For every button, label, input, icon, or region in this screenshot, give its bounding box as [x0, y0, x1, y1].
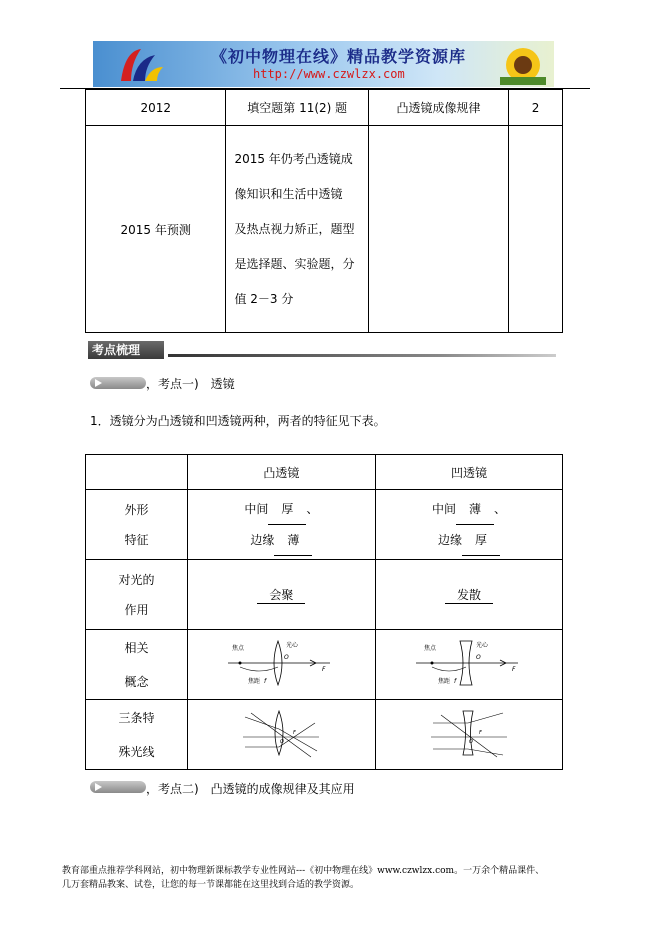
header-blank [86, 455, 188, 490]
center-label: 光心 [475, 642, 488, 649]
banner-url[interactable]: http://www.czwlzx.com [253, 67, 405, 81]
answer-blank: 发散 [445, 586, 493, 604]
row-label-concept [86, 630, 188, 700]
row-label-line: 外形 [124, 502, 149, 517]
concave-rays-cell [375, 700, 562, 770]
convex-rays-cell [187, 700, 375, 770]
o-label: O [468, 739, 473, 745]
play-badge-icon [90, 781, 146, 793]
row-label-line: 对光的 [118, 572, 155, 587]
row-label-line: 殊光线 [118, 744, 155, 759]
answer-blank: 薄 [456, 494, 494, 525]
focus-label: 焦点 [423, 645, 436, 652]
center-label: 光心 [286, 642, 299, 649]
concave-shape-cell: 中间 薄 、 边缘 厚 [375, 490, 562, 560]
f-cap-label: F [511, 666, 516, 673]
convex-lens-diagram [226, 637, 336, 689]
o-label: O [475, 654, 481, 661]
footer-line: 几万套精品教案、试卷，让您的每一节课都能在这里找到合适的教学资源。 [62, 880, 360, 890]
year-cell: 2012 [86, 90, 226, 126]
header-concave: 凹透镜 [375, 455, 562, 490]
table-row [86, 90, 563, 126]
f-cap-label: F [322, 666, 326, 673]
f-cap-label: F [478, 730, 482, 736]
answer-blank: 厚 [268, 494, 306, 525]
question-cell: 填空题第 11(2) 题 [226, 90, 369, 126]
table-row [86, 700, 563, 770]
convex-shape-cell: 中间 厚 、 边缘 薄 [187, 490, 375, 560]
f-label: f [264, 678, 267, 685]
row-label-line: 三条特 [118, 710, 155, 725]
section-divider [168, 354, 556, 357]
prediction-line: 值 2－3 分 [234, 291, 294, 306]
answer-blank: 会聚 [257, 586, 305, 604]
prediction-line: 及热点视力矫正，题型 [234, 221, 355, 236]
convex-rays-diagram [241, 707, 321, 759]
topic-cell: 凸透镜成像规律 [369, 90, 509, 126]
row-label-light [86, 560, 188, 630]
focus-label: 焦点 [232, 645, 245, 652]
page-footer [62, 864, 544, 892]
concave-lens-diagram [414, 637, 524, 689]
o-label: O [284, 654, 290, 661]
empty-cell [509, 126, 563, 333]
table-row [86, 490, 563, 560]
section-tag: 考点梳理 [88, 341, 164, 359]
logo-icon [115, 45, 165, 85]
point1-label: ，考点一) 透镜 [146, 377, 235, 391]
prediction-cell [226, 126, 369, 333]
lens-comparison-table [85, 454, 563, 770]
row-label-line: 相关 [124, 640, 149, 655]
sunflower-icon [500, 43, 546, 85]
empty-cell [369, 126, 509, 333]
f-cap-label: F [293, 730, 297, 736]
focal-label: 焦距 [437, 678, 450, 685]
f-label: f [453, 678, 457, 685]
row-label-line: 作用 [124, 602, 149, 617]
middle-prefix: 中间 [431, 501, 456, 516]
header-banner [93, 41, 554, 87]
prediction-line: 是选择题、实验题，分 [234, 256, 355, 271]
middle-prefix: 中间 [244, 501, 269, 516]
table-row [86, 455, 563, 490]
row-label-line: 概念 [124, 674, 149, 689]
section-header [88, 341, 558, 359]
row-label-line: 特征 [124, 532, 149, 547]
score-cell: 2 [509, 90, 563, 126]
footer-line: 教育部重点推荐学科网站，初中物理新课标教学专业性网站---《初中物理在线》www.czwlzx.com。一万余个精品课件、 [62, 866, 545, 876]
table-row [86, 560, 563, 630]
play-badge-icon [90, 377, 146, 389]
prediction-line: 2015 年仍考凸透镜成 [234, 151, 353, 166]
o-label: O [280, 739, 285, 745]
focal-label: 焦距 [248, 678, 261, 685]
convex-light-cell [187, 560, 375, 630]
concave-rays-diagram [429, 707, 509, 759]
row-label-shape [86, 490, 188, 560]
row-label-rays [86, 700, 188, 770]
header-convex: 凸透镜 [187, 455, 375, 490]
prediction-line: 像知识和生活中透镜 [234, 186, 343, 201]
answer-blank: 厚 [462, 525, 500, 556]
edge-prefix: 边缘 [437, 532, 462, 547]
edge-prefix: 边缘 [250, 532, 275, 547]
table-row [86, 126, 563, 333]
prediction-year-cell: 2015 年预测 [86, 126, 226, 333]
answer-blank: 薄 [274, 525, 312, 556]
intro-text: 1．透镜分为凸透镜和凹透镜两种，两者的特征见下表。 [90, 414, 386, 428]
concave-light-cell [375, 560, 562, 630]
convex-concept-cell [187, 630, 375, 700]
concave-concept-cell [375, 630, 562, 700]
point2-label: ，考点二) 凸透镜的成像规律及其应用 [146, 782, 355, 796]
banner-title: 《初中物理在线》精品教学资源库 [211, 47, 467, 66]
table-row [86, 630, 563, 700]
exam-history-table [85, 89, 563, 333]
